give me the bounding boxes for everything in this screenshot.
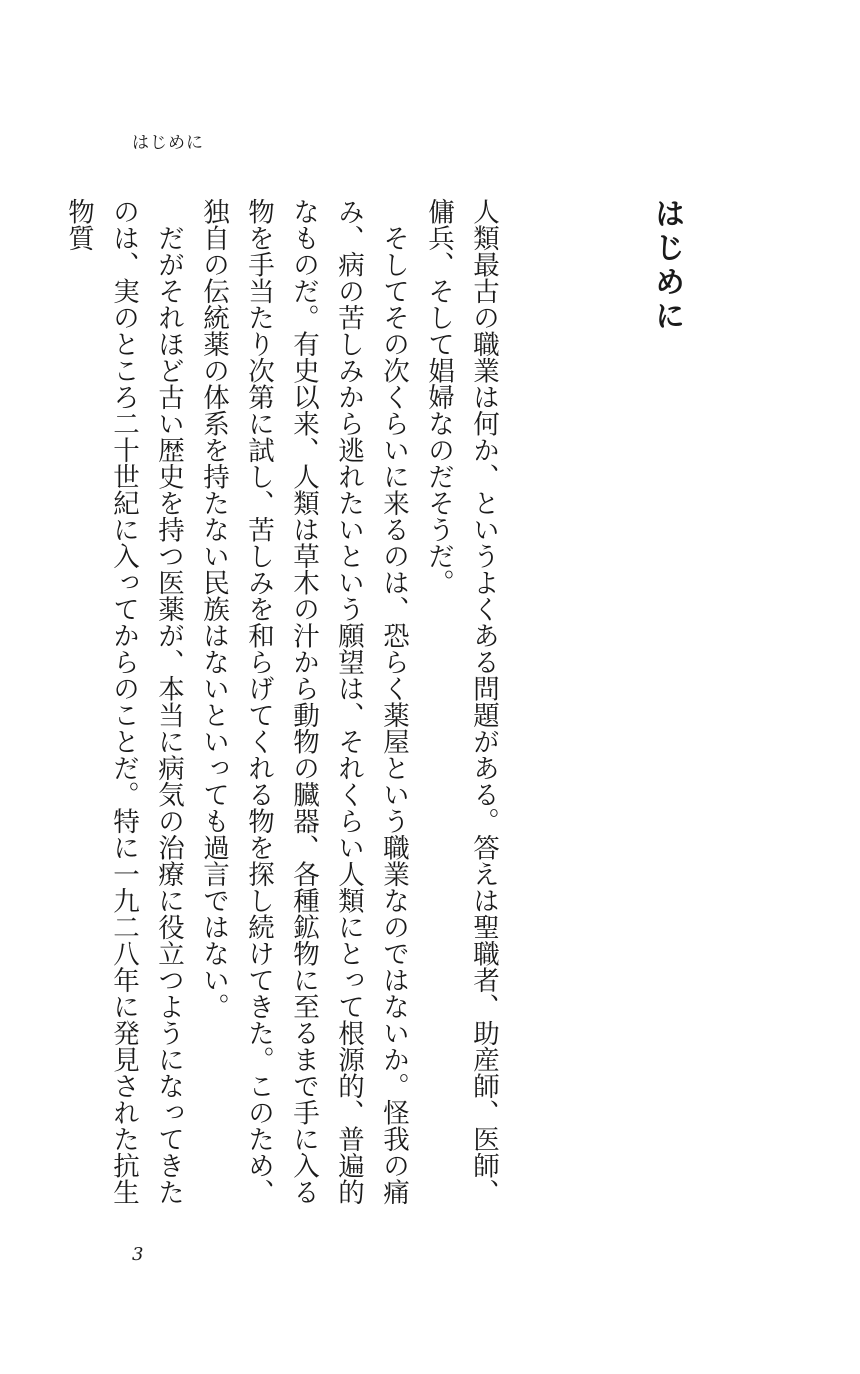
paragraph: だがそれほど古い歴史を持つ医薬が、本当に病気の治療に役立つようになってきたのは、実のところ二十世紀に入ってからのことだ。特に一九二八年に発見された抗生物質	[63, 198, 184, 1205]
chapter-title: はじめに	[649, 198, 685, 334]
running-head: はじめに	[132, 133, 204, 153]
paragraph: そしてその次くらいに来るのは、恐らく薬屋という職業なのではないか。怪我の痛み、病の苦しみから逃れたいという願望は、それくらい人類にとって根源的、普遍的なものだ。有史以来、人類は草木の汁から動物の臓器、各種鉱物に至るまで手に入る物を手当たり次第に試し、苦しみを和らげてくれる物を探し続けてきた。このため、独自の伝統薬の体系を持たない民族はないといっても過言ではない。	[198, 198, 409, 1205]
body-text	[63, 198, 506, 1230]
paragraph: 人類最古の職業は何か、というよくある問題がある。答えは聖職者、助産師、医師、傭兵、そして娼婦なのだそうだ。	[423, 198, 499, 1205]
page-number: 3	[132, 1244, 144, 1265]
